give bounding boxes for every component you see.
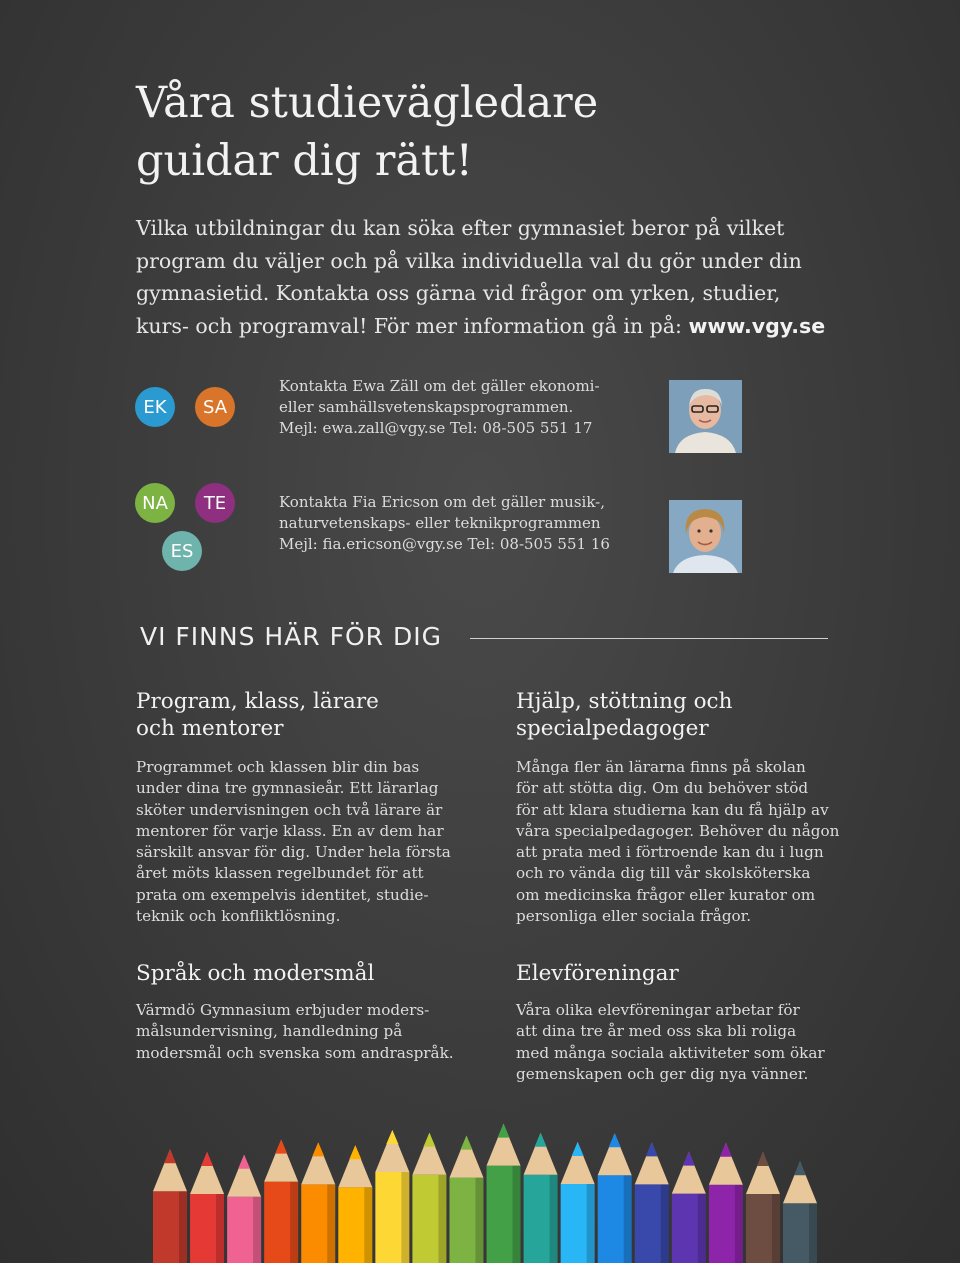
pencil xyxy=(227,1155,261,1263)
pencil xyxy=(561,1142,595,1263)
badge-label: ES xyxy=(170,540,194,562)
intro-line: Vilka utbildningar du kan söka efter gymnasiet beror på vilket xyxy=(136,216,785,240)
text-line: med många sociala aktiviteter som ökar xyxy=(516,1043,825,1062)
text-line: målsundervisning, handledning på xyxy=(136,1022,403,1041)
badge-na xyxy=(135,483,175,523)
heading-line: Hjälp, stöttning och xyxy=(516,689,733,714)
contact-line: Kontakta Ewa Zäll om det gäller ekonomi- xyxy=(279,377,600,395)
website-link[interactable]: www.vgy.se xyxy=(688,313,826,338)
portrait-ewa-illustration xyxy=(669,380,742,453)
intro-line xyxy=(136,310,836,343)
pencil xyxy=(598,1133,632,1263)
heading-hjalp-stottning xyxy=(516,688,846,742)
intro-line: program du väljer och på vilka individuella val du gör under din xyxy=(136,248,802,273)
contact-line: eller samhällsvetenskapsprogrammen. xyxy=(279,398,574,416)
badge-label: NA xyxy=(142,492,168,514)
text-line: prata om exempelvis identitet, studie- xyxy=(136,885,429,904)
intro-last-line-text: kurs- och programval! För mer information gå in på: xyxy=(136,313,689,338)
badge-sa xyxy=(195,387,235,427)
heading-line: Språk och modersmål xyxy=(136,961,375,986)
text-elevforeningar xyxy=(516,1000,856,1085)
intro-line: gymnasietid. Kontakta oss gärna vid frågor om yrken, studier, xyxy=(136,281,781,305)
heading-line: Elevföreningar xyxy=(516,961,679,986)
heading-line: specialpedagoger xyxy=(516,716,709,741)
contact-line: Kontakta Fia Ericson om det gäller musik-, xyxy=(279,493,605,511)
pencil xyxy=(153,1149,187,1263)
intro-paragraph xyxy=(136,212,836,342)
portrait-fia-illustration xyxy=(669,500,742,573)
pencil xyxy=(301,1142,335,1263)
heading-elevforeningar xyxy=(516,960,846,987)
heading-program-klass xyxy=(136,688,466,742)
pencil xyxy=(338,1145,372,1263)
pencil xyxy=(524,1133,558,1263)
pencil xyxy=(487,1124,521,1263)
heading-line: Program, klass, lärare xyxy=(136,689,379,714)
contact-details: Mejl: ewa.zall@vgy.se Tel: 08-505 551 17 xyxy=(279,419,593,437)
text-line: för att stötta dig. Om du behöver stöd xyxy=(516,779,809,798)
text-line: att dina tre år med oss ska bli roliga xyxy=(516,1022,797,1041)
text-sprak-modersmal xyxy=(136,1000,476,1064)
text-line: året möts klassen regelbundet för att xyxy=(136,864,424,883)
colored-pencils-illustration xyxy=(0,1110,960,1263)
pencil xyxy=(635,1142,669,1263)
text-line: teknik och konfliktlösning. xyxy=(136,907,341,926)
badge-te xyxy=(195,483,235,523)
page-title xyxy=(136,74,836,190)
badge-es xyxy=(162,531,202,571)
pencil xyxy=(783,1161,817,1263)
section-title: VI FINNS HÄR FÖR DIG xyxy=(140,622,442,651)
contact-ewa-zall xyxy=(279,376,659,439)
badge-label: EK xyxy=(143,396,167,418)
pencil xyxy=(709,1143,743,1263)
text-line: Programmet och klassen blir din bas xyxy=(136,758,420,776)
badge-label: SA xyxy=(202,396,228,418)
text-line: under dina tre gymnasieår. Ett lärarlag xyxy=(136,779,439,798)
badge-ek xyxy=(135,387,175,427)
text-line: att prata med i förtroende kan du i lugn xyxy=(516,843,824,862)
text-line: sköter undervisningen och två lärare är xyxy=(136,800,443,819)
text-hjalp-stottning xyxy=(516,757,856,927)
portrait-photo-fia xyxy=(669,500,742,573)
text-line: om medicinska frågor eller kurator om xyxy=(516,885,816,904)
text-line: för att klara studierna kan du få hjälp av xyxy=(516,800,829,819)
contact-details: Mejl: fia.ericson@vgy.se Tel: 08-505 551 16 xyxy=(279,535,610,553)
pencil xyxy=(412,1133,446,1263)
pencil xyxy=(746,1152,780,1263)
contact-fia-ericson xyxy=(279,492,659,555)
text-program-klass xyxy=(136,757,476,927)
title-line-1: Våra studievägledare xyxy=(136,78,599,128)
pencil xyxy=(449,1136,483,1263)
badge-label: TE xyxy=(203,492,227,514)
text-line: mentorer för varje klass. En av dem har xyxy=(136,821,444,840)
text-line: Många fler än lärarna finns på skolan xyxy=(516,758,806,776)
heading-sprak-modersmal xyxy=(136,960,466,987)
text-line: modersmål och svenska som andraspråk. xyxy=(136,1043,454,1062)
text-line: särskilt ansvar för dig. Under hela första xyxy=(136,843,451,862)
section-divider xyxy=(470,638,828,639)
pencil xyxy=(375,1130,409,1263)
heading-line: och mentorer xyxy=(136,716,284,741)
portrait-photo-ewa xyxy=(669,380,742,453)
pencil xyxy=(190,1152,224,1263)
text-line: Värmdö Gymnasium erbjuder moders- xyxy=(136,1001,430,1019)
title-line-2: guidar dig rätt! xyxy=(136,136,473,186)
text-line: och ro vända dig till vår skolsköterska xyxy=(516,864,811,883)
text-line: Våra olika elevföreningar arbetar för xyxy=(516,1001,800,1019)
contact-line: naturvetenskaps- eller teknikprogrammen xyxy=(279,514,601,532)
pencil xyxy=(264,1140,298,1263)
pencil xyxy=(672,1152,706,1263)
text-line: gemenskapen och ger dig nya vänner. xyxy=(516,1064,809,1083)
text-line: våra specialpedagoger. Behöver du någon xyxy=(516,821,840,840)
text-line: personliga eller sociala frågor. xyxy=(516,907,752,926)
